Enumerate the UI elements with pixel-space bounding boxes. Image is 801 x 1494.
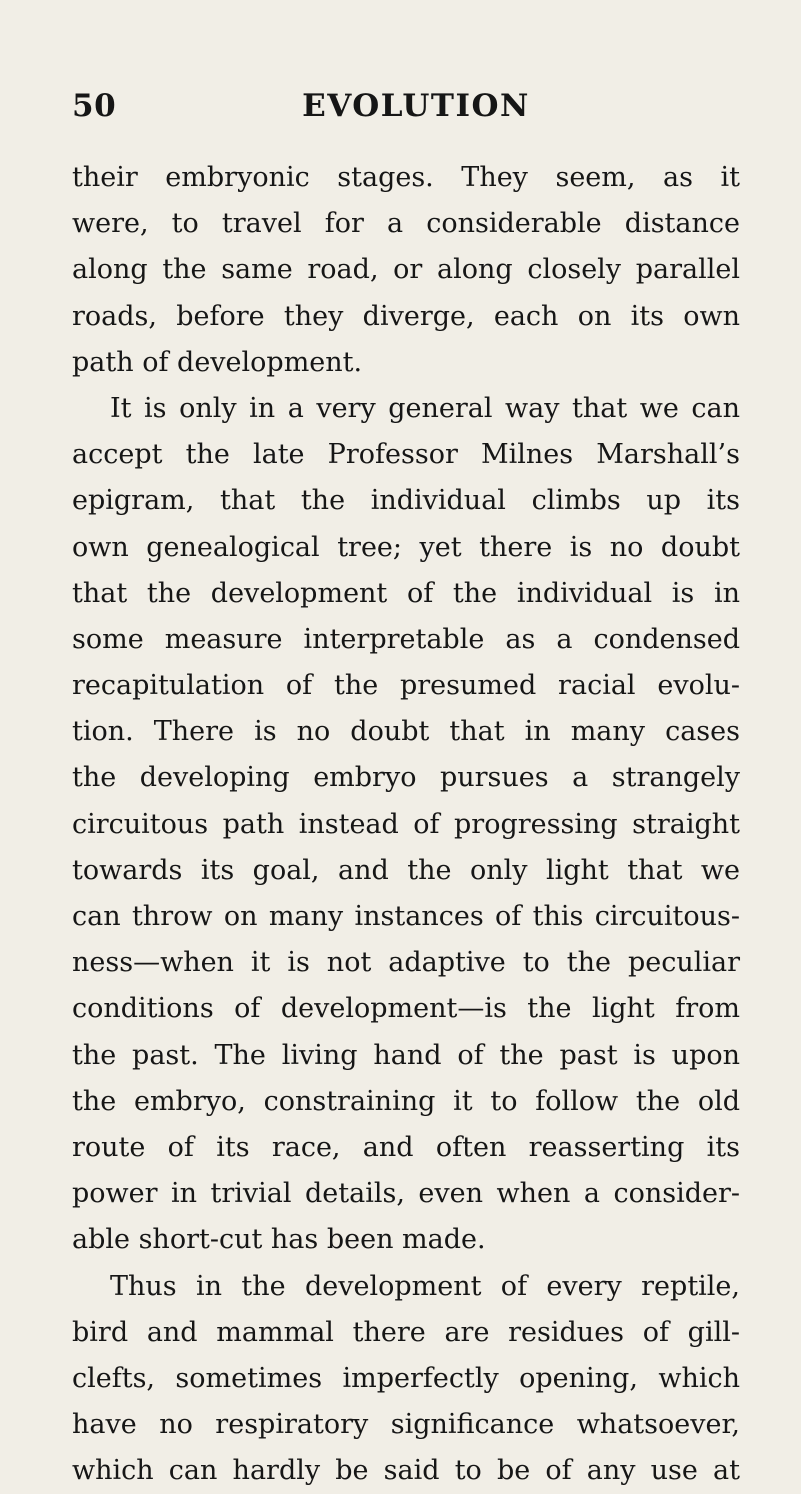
text-line: epigram, that the individual climbs up its bbox=[72, 485, 740, 517]
text-line: which can hardly be said to be of any use at bbox=[72, 1455, 740, 1487]
running-title: EVOLUTION bbox=[302, 88, 530, 124]
text-line: clefts, sometimes imperfectly opening, which bbox=[72, 1362, 740, 1394]
text-line: recapitulation of the presumed racial evolu- bbox=[72, 670, 740, 702]
text-line: the embryo, constraining it to follow the old bbox=[72, 1085, 740, 1117]
text-line: their embryonic stages. They seem, as it bbox=[72, 162, 740, 193]
page-number: 50 bbox=[72, 88, 117, 124]
text-line: towards its goal, and the only light that we bbox=[72, 854, 740, 886]
text-line: Thus in the development of every reptile, bbox=[110, 1270, 740, 1302]
text-line: conditions of development—is the light from bbox=[72, 993, 740, 1025]
text-line: were, to travel for a considerable distance bbox=[72, 208, 740, 240]
text-line: can throw on many instances of this circuitous- bbox=[72, 901, 740, 932]
text-line: path of development. bbox=[72, 346, 363, 378]
text-line: roads, before they diverge, each on its own bbox=[72, 300, 740, 332]
running-head bbox=[72, 88, 742, 134]
text-line: have no respiratory significance whatsoever, bbox=[72, 1409, 740, 1441]
text-line: able short-cut has been made. bbox=[72, 1224, 486, 1256]
text-line: some measure interpretable as a condensed bbox=[72, 623, 740, 655]
text-line: route of its race, and often reasserting its bbox=[72, 1131, 740, 1163]
text-line: It is only in a very general way that we can bbox=[110, 392, 740, 424]
text-line: own genealogical tree; yet there is no doubt bbox=[72, 531, 740, 563]
text-line: the past. The living hand of the past is upon bbox=[72, 1039, 740, 1071]
text-line: ness—when it is not adaptive to the peculiar bbox=[72, 947, 740, 979]
text-line: accept the late Professor Milnes Marshall’s bbox=[72, 439, 740, 471]
text-line: along the same road, or along closely parallel bbox=[72, 254, 740, 286]
body-text bbox=[72, 155, 740, 1494]
text-line: power in trivial details, even when a consider- bbox=[72, 1178, 740, 1210]
text-line: circuitous path instead of progressing straight bbox=[72, 808, 740, 840]
text-line: that the development of the individual is in bbox=[72, 577, 740, 609]
text-line: tion. There is no doubt that in many cases bbox=[72, 716, 740, 748]
text-line: the developing embryo pursues a strangely bbox=[72, 762, 740, 794]
text-line: bird and mammal there are residues of gill- bbox=[72, 1316, 740, 1348]
